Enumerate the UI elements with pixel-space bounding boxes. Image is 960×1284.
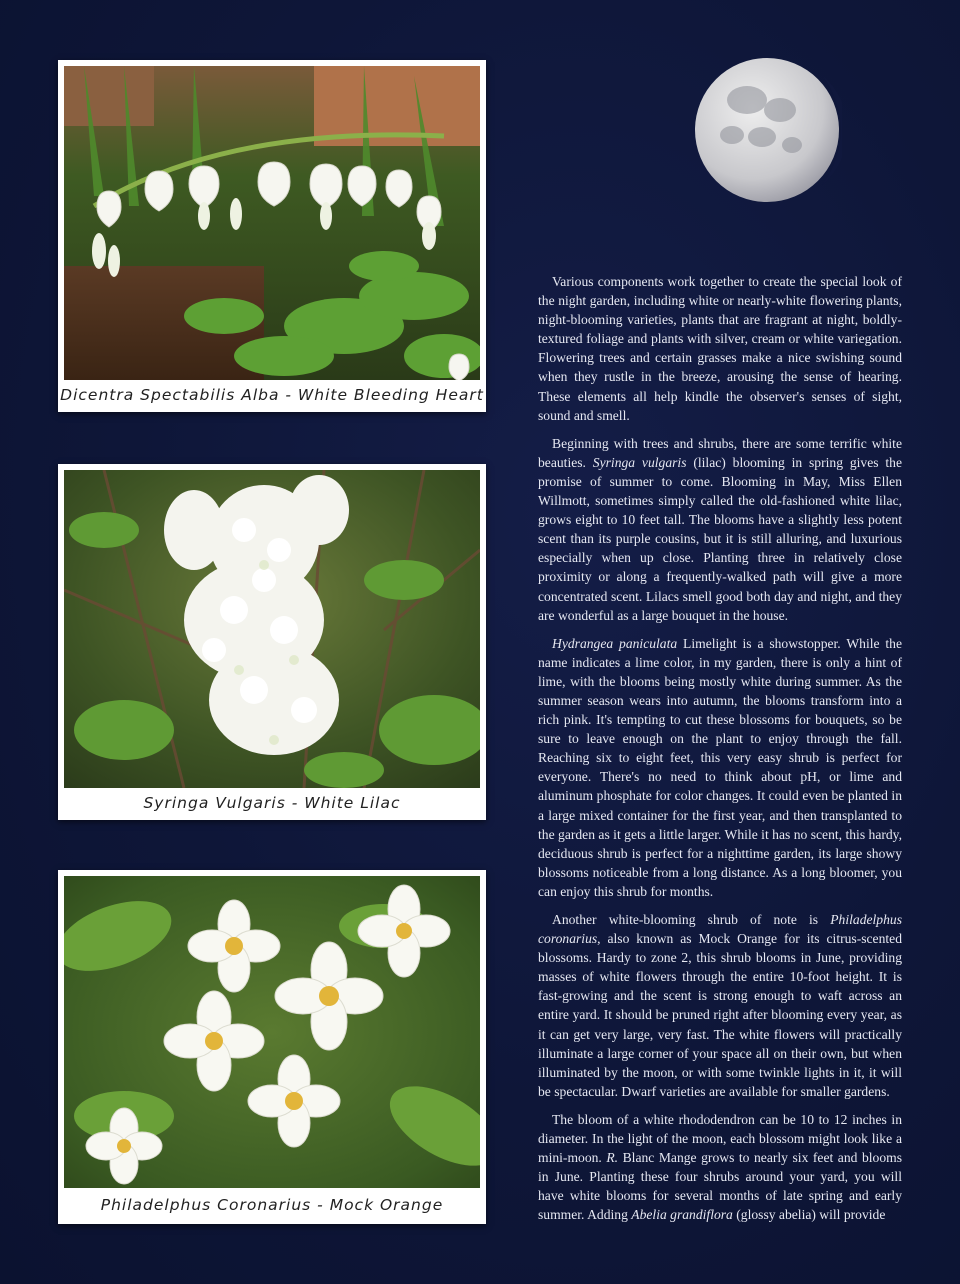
photo-card-mock-orange bbox=[58, 870, 486, 1224]
article-paragraph: Various components work together to create the special look of the night garden, including white or nearly-white flowering plants, night-blooming varieties, plants that are fragrant at night, boldly-textured foliage and plants with silver, cream or white variegation. Flowering trees and certain grasses make a nice swishing sound when they rustle in the breeze, arousing the sense of hearing. These elements all help kindle the observer's senses of sight, sound and smell. bbox=[538, 274, 902, 423]
bleeding-heart-photo bbox=[64, 66, 480, 380]
article-paragraph: The bloom of a white rhododendron can be 10 to 12 inches in diameter. In the light of the moon, each blossom might look like a mini-moon. R. Blanc Mange grows to nearly six feet and blooms in June. Planting these four shrubs around your yard, you will have white blooms for several months of late spring and early summer. Adding Abelia grandiflora (glossy abelia) will provide bbox=[538, 1111, 903, 1223]
photo-card-lilac bbox=[58, 464, 486, 820]
photo-card-bleeding-heart bbox=[58, 60, 486, 412]
mock-orange-photo bbox=[64, 876, 480, 1188]
article-paragraph: Another white-blooming shrub of note is Philadelphus coronarius, also known as Mock Orange for its citrus-scented blossoms. Hardy to zone 2, this shrub blooms in June, providing masses of white flowers through the entire 10-foot height. It is fast-growing and the scent is strong enough to waft across an entire yard. It should be pruned right after blooming every year, as it can get very large, very fast. The white flowers will practically illuminate a large corner of your space all on their own, but when illuminated by the moon, or with some twinkle lights in it, it will be spectacular. Dwarf varieties are available for smaller gardens. bbox=[538, 912, 902, 1099]
article-paragraph: Beginning with trees and shrubs, there are some terrific white beauties. Syringa vulgaris (lilac) blooming in spring gives the promise of summer to come. Blooming in May, Miss Ellen Willmott, sometimes simply called the old-fashioned white lilac, grows eight to 10 feet tall. The blooms have a slightly less potent scent than its purple cousins, but it is still alluring, and luxurious especially when up close. Planting three in relatively close proximity or along a frequently-walked path will give a more concentrated scent. Lilacs smell good both day and night, and they are wonderful as a large bouquet in the house. bbox=[538, 435, 902, 623]
lilac-photo bbox=[64, 470, 480, 788]
article-paragraph: Hydrangea paniculata Limelight is a showstopper. While the name indicates a lime color, in my garden, there is only a hint of lime, with the blooms being mostly white during summer. As the summer season wears into autumn, the blooms transform into a rich pink. It's tempting to cut these blossoms for bouquets, so be sure to leave enough on the plant to enjoy through the fall. Reaching six to eight feet, this very easy shrub is perfect for everyone. There's no need to think about pH, or lime and aluminum phosphate for color changes. It could even be planted in a large mixed container for the first year, and then transplanted to the garden as it gets a little larger. While it has no scent, this hardy, deciduous shrub is perfect for a nighttime garden, its large showy blossoms noticeable from a long distance. As a long bloomer, you can enjoy this shrub for months. bbox=[538, 635, 903, 899]
photo-caption: Syringa Vulgaris - White Lilac bbox=[143, 794, 401, 812]
photo-caption: Philadelphus Coronarius - Mock Orange bbox=[100, 1196, 444, 1214]
moon-icon bbox=[692, 55, 842, 205]
article-body bbox=[538, 272, 902, 1234]
photo-caption: Dicentra Spectabilis Alba - White Bleeding Heart bbox=[60, 386, 484, 404]
